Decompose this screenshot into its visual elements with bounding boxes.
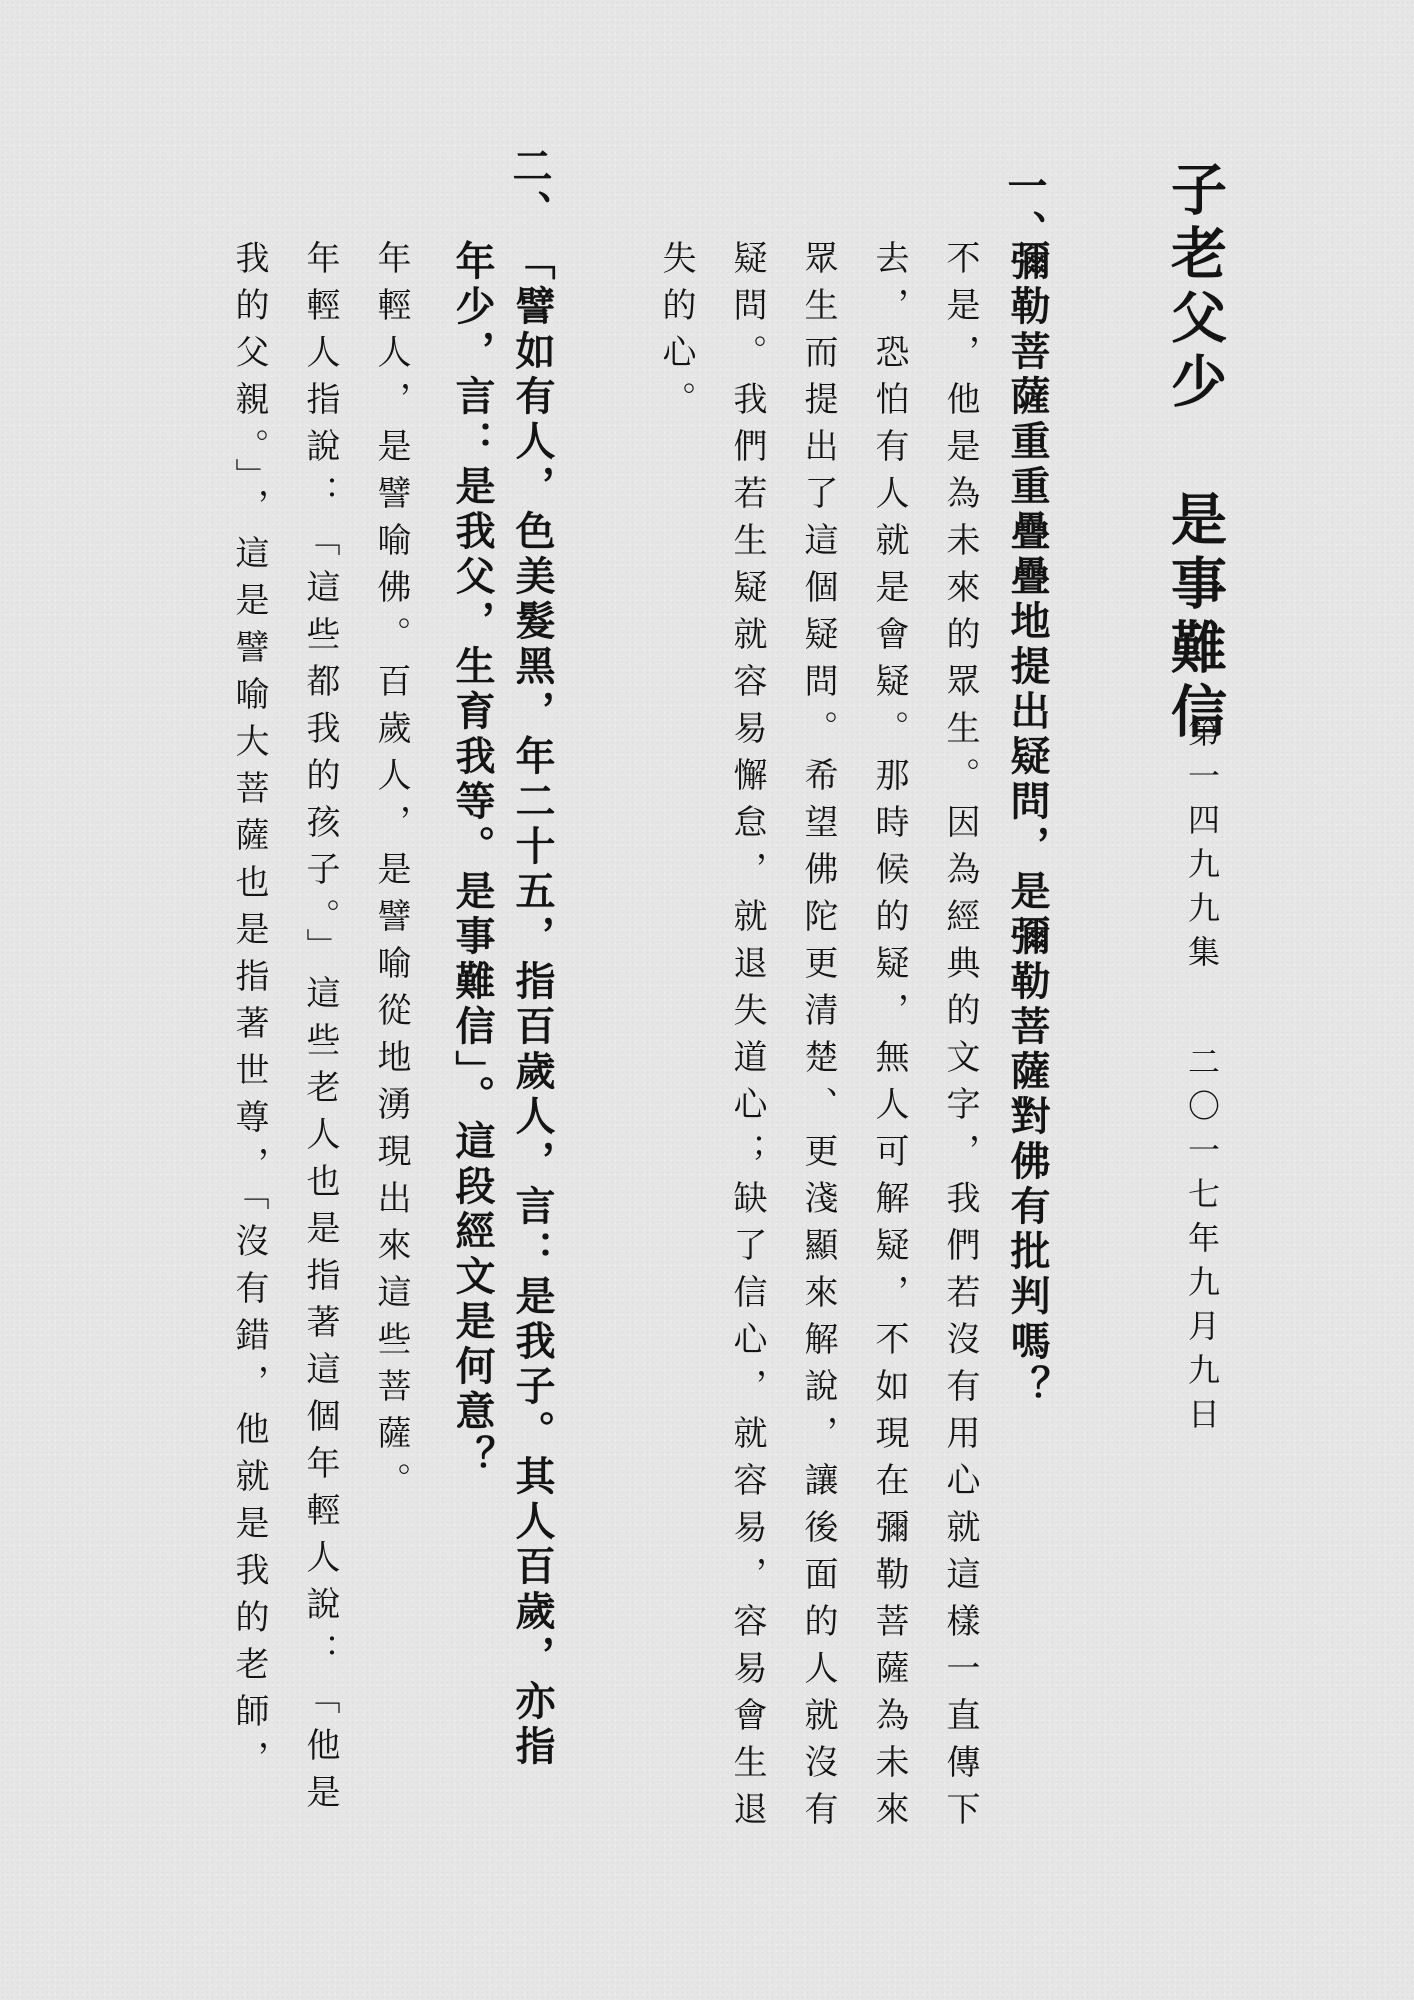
section-number-1: 一、 <box>1001 165 1048 255</box>
date: 二〇一七年九月九日 <box>1183 1045 1221 1441</box>
section-body-1: 不是，他是為未來的眾生。因為經典的文字，我們若沒有用心就這樣一直傳下 去，恐怕有人就是會疑。那時候的疑，無人可解疑，不如現在彌勒菩薩為未來 眾生而提出了這個疑問。希望佛陀更清楚、更淺顯來解說，讓後面的人就沒有 疑問。我們若生疑就容易懈怠，就退失道心；缺了信心，就容易，容易會生退 失的心。 <box>656 240 980 1838</box>
page-title: 子老父少 是事難信 <box>1162 160 1228 746</box>
section-heading-1: 彌勒菩薩重重疊疊地提出疑問，是彌勒菩薩對佛有批判嗎？ <box>1004 240 1051 1410</box>
section-number-2: 二、 <box>506 145 553 235</box>
section-body-2: 年輕人，是譬喻佛。百歲人，是譬喻從地湧現出來這些菩薩。 年輕人指說：「這些都我的孩子。」這些老人也是指著這個年輕人說：「他是 我的父親。」，這是譬喻大菩薩也是指著世尊，「沒有錯，他就是我的老師， <box>229 240 411 1821</box>
section-heading-2: 「譬如有人，色美髮黑，年二十五，指百歲人，言：是我子。其人百歲，亦指 年少，言：是我父，生育我等。是事難信」。這段經文是何意？ <box>449 240 556 1770</box>
episode-number: 第一四九九集 <box>1183 715 1221 979</box>
